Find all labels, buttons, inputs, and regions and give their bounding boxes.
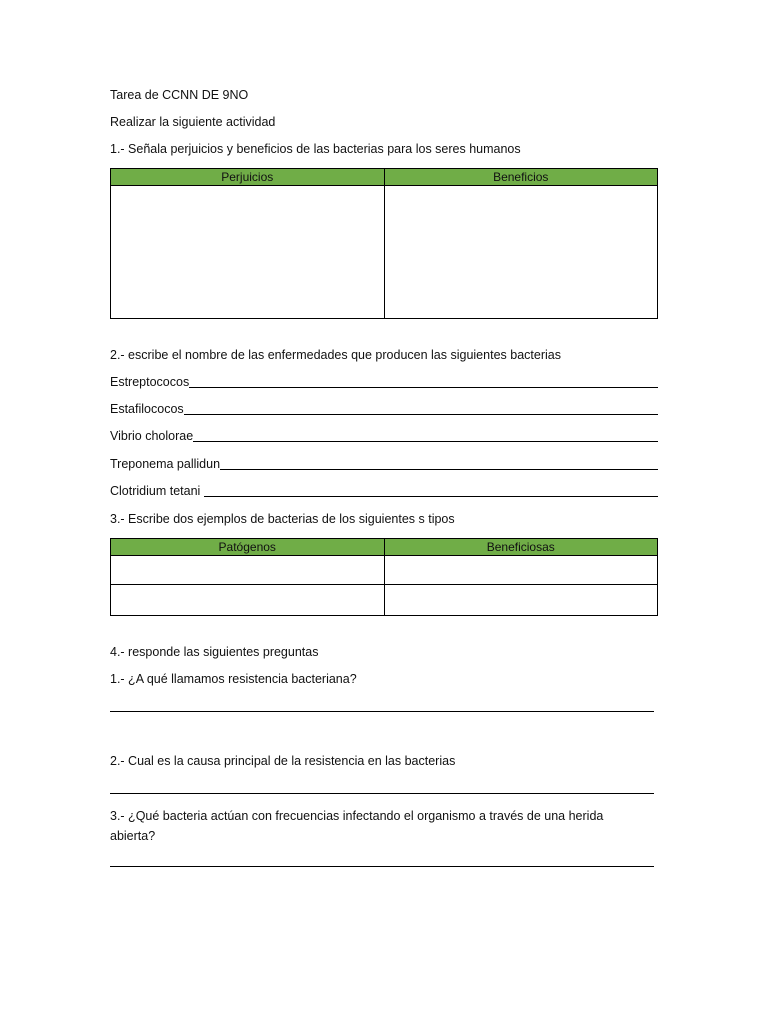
beneficios-header: Beneficios	[384, 169, 658, 186]
patogenos-cell-2[interactable]	[111, 585, 385, 616]
fill-line-vibrio[interactable]	[110, 427, 658, 445]
bacteria-label: Vibrio cholorae	[110, 429, 194, 443]
question-3-continued: abierta?	[110, 829, 156, 843]
answer-rule	[184, 413, 658, 415]
answer-rule	[189, 386, 658, 388]
section1-prompt: 1.- Señala perjuicios y beneficios de las bacterias para los seres humanos	[110, 142, 521, 156]
perjuicios-answer-cell[interactable]	[111, 186, 385, 319]
beneficiosas-cell-2[interactable]	[384, 585, 658, 616]
answer-rule	[204, 495, 658, 497]
fill-line-treponema[interactable]	[110, 455, 658, 473]
fill-line-estreptococos[interactable]	[110, 373, 658, 391]
section2-prompt: 2.- escribe el nombre de las enfermedades que producen las siguientes bacterias	[110, 348, 561, 362]
patogenos-beneficiosas-table	[110, 538, 658, 616]
bacteria-label: Treponema pallidun	[110, 457, 221, 471]
question-2: 2.- Cual es la causa principal de la resistencia en las bacterias	[110, 754, 456, 768]
question-1: 1.- ¿A qué llamamos resistencia bacteriana?	[110, 672, 357, 686]
answer-line-3[interactable]	[110, 866, 654, 867]
beneficiosas-header: Beneficiosas	[384, 539, 658, 556]
perjuicios-header: Perjuicios	[111, 169, 385, 186]
perjuicios-beneficios-table	[110, 168, 658, 319]
answer-rule	[220, 468, 658, 470]
fill-line-estafilococos[interactable]	[110, 400, 658, 418]
section4-prompt: 4.- responde las siguientes preguntas	[110, 645, 319, 659]
bacteria-label: Clotridium tetani	[110, 484, 204, 498]
patogenos-header: Patógenos	[111, 539, 385, 556]
bacteria-label: Estreptococos	[110, 375, 190, 389]
answer-rule	[193, 440, 658, 442]
instruction-text: Realizar la siguiente actividad	[110, 115, 276, 129]
patogenos-cell-1[interactable]	[111, 556, 385, 585]
document-title: Tarea de CCNN DE 9NO	[110, 88, 249, 102]
bacteria-label: Estafilococos	[110, 402, 184, 416]
fill-line-clotridium[interactable]	[110, 482, 658, 500]
beneficiosas-cell-1[interactable]	[384, 556, 658, 585]
question-3: 3.- ¿Qué bacteria actúan con frecuencias infectando el organismo a través de una herida	[110, 809, 604, 823]
beneficios-answer-cell[interactable]	[384, 186, 658, 319]
answer-line-2[interactable]	[110, 793, 654, 794]
section3-prompt: 3.- Escribe dos ejemplos de bacterias de los siguientes s tipos	[110, 512, 455, 526]
answer-line-1[interactable]	[110, 711, 654, 712]
